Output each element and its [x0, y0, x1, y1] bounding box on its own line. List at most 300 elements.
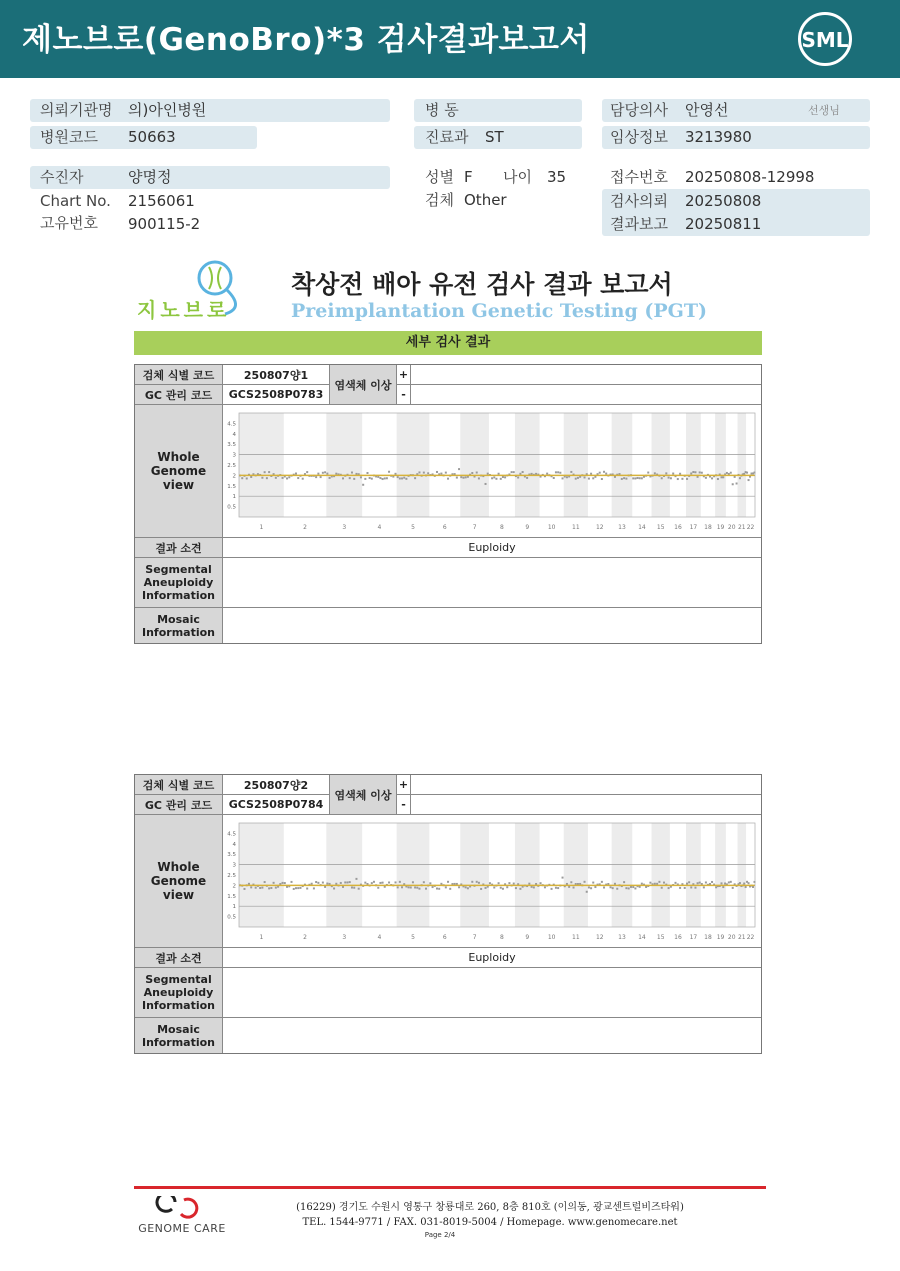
data-point: [614, 882, 616, 884]
data-point: [736, 482, 738, 484]
genome-care-icon: [132, 1196, 232, 1222]
data-point: [366, 471, 368, 473]
data-point: [355, 877, 357, 879]
mosaic-label: Mosaic Information: [135, 608, 223, 643]
data-point: [584, 880, 586, 882]
data-point: [384, 477, 386, 479]
data-point: [465, 476, 467, 478]
whole-genome-label: Whole Genome view: [135, 405, 223, 538]
data-point: [369, 476, 371, 478]
chromosome-band: [397, 823, 430, 927]
data-point: [480, 887, 482, 889]
data-point: [273, 881, 275, 883]
data-point: [748, 882, 750, 884]
data-point: [668, 887, 670, 889]
specimen-code-value: 250807양2: [223, 775, 330, 795]
chart-no-value: 2156061: [128, 192, 195, 210]
data-point: [388, 881, 390, 883]
sex-label: 성별: [425, 168, 454, 186]
data-point: [353, 886, 355, 888]
data-point: [724, 882, 726, 884]
doctor-label: 담당의사: [610, 101, 668, 119]
data-point: [299, 886, 301, 888]
data-point: [599, 471, 601, 473]
data-point: [590, 472, 592, 474]
x-tick-label: 15: [656, 523, 665, 531]
y-tick-label: 3.5: [227, 851, 236, 858]
y-tick-label: 1: [232, 493, 236, 500]
data-point: [690, 472, 692, 474]
doctor-value: 안영선: [685, 101, 729, 119]
y-tick-label: 0.5: [227, 914, 236, 921]
chromosome-band: [738, 413, 747, 517]
x-tick-label: 21: [737, 933, 746, 941]
data-point: [286, 477, 288, 479]
data-point: [342, 885, 344, 887]
x-tick-label: 13: [618, 933, 626, 941]
data-point: [641, 882, 643, 884]
gc-code-label: GC 관리 코드: [135, 795, 223, 815]
report-value: 20250811: [685, 215, 762, 233]
data-point: [456, 882, 458, 884]
data-point: [641, 477, 643, 479]
data-point: [449, 887, 451, 889]
chromosome-band: [326, 413, 362, 517]
x-tick-label: 4: [377, 933, 382, 941]
receipt-label: 접수번호: [610, 168, 668, 186]
data-point: [306, 471, 308, 473]
minus-label: -: [397, 795, 411, 815]
data-point: [579, 882, 581, 884]
data-point: [291, 880, 293, 882]
segmental-value: [223, 968, 761, 1018]
data-point: [628, 887, 630, 889]
data-point: [632, 886, 634, 888]
data-point: [266, 477, 268, 479]
data-point: [427, 472, 429, 474]
chromosome-band: [686, 413, 701, 517]
plot-frame: [239, 413, 755, 517]
data-point: [732, 886, 734, 888]
data-point: [358, 887, 360, 889]
x-tick-label: 21: [737, 523, 746, 531]
x-tick-label: 12: [595, 933, 604, 941]
data-point: [349, 881, 351, 883]
data-point: [423, 471, 425, 473]
data-point: [665, 472, 667, 474]
x-tick-label: 22: [746, 933, 755, 941]
result-value: Euploidy: [223, 538, 761, 558]
data-point: [485, 482, 487, 484]
data-point: [498, 472, 500, 474]
data-point: [364, 477, 366, 479]
data-point: [491, 477, 493, 479]
hospital-code-value: 50663: [128, 128, 176, 146]
data-point: [605, 472, 607, 474]
data-point: [261, 886, 263, 888]
data-point: [438, 887, 440, 889]
data-point: [382, 478, 384, 480]
age-value: 35: [547, 168, 567, 186]
data-point: [557, 887, 559, 889]
y-tick-label: 4.5: [227, 830, 236, 837]
chromosome-band: [326, 823, 362, 927]
data-point: [288, 476, 290, 478]
report-label: 결과보고: [610, 215, 668, 233]
chromosome-band: [715, 823, 726, 927]
data-point: [531, 472, 533, 474]
genome-plot-2: [223, 815, 761, 948]
data-point: [399, 880, 401, 882]
y-tick-label: 1.5: [227, 483, 236, 490]
data-point: [347, 881, 349, 883]
data-point: [679, 472, 681, 474]
data-point: [395, 881, 397, 883]
data-point: [297, 887, 299, 889]
request-label: 검사의뢰: [610, 192, 668, 210]
data-point: [634, 887, 636, 889]
age-label: 나이: [503, 168, 532, 186]
result-label: 결과 소견: [135, 948, 223, 968]
data-point: [625, 477, 627, 479]
data-point: [364, 881, 366, 883]
data-point: [559, 471, 561, 473]
data-point: [601, 880, 603, 882]
data-point: [670, 477, 672, 479]
data-point: [360, 476, 362, 478]
segmental-label: Segmental Aneuploidy Information: [135, 558, 223, 608]
data-point: [342, 477, 344, 479]
result-value: Euploidy: [223, 948, 761, 968]
unique-no-label: 고유번호: [40, 214, 98, 232]
data-point: [612, 887, 614, 889]
data-point: [705, 881, 707, 883]
data-point: [557, 471, 559, 473]
data-point: [546, 472, 548, 474]
data-point: [268, 887, 270, 889]
plus-value: [411, 775, 761, 795]
data-point: [656, 882, 658, 884]
data-point: [302, 477, 304, 479]
data-point: [493, 476, 495, 478]
x-tick-label: 22: [746, 523, 755, 531]
minus-value: [411, 795, 761, 815]
x-tick-label: 2: [303, 523, 307, 531]
data-point: [495, 477, 497, 479]
x-tick-label: 19: [716, 523, 725, 531]
data-point: [668, 476, 670, 478]
data-point: [630, 885, 632, 887]
data-point: [717, 478, 719, 480]
mosaic-value: [223, 608, 761, 643]
x-tick-label: 4: [377, 523, 382, 531]
data-point: [692, 471, 694, 473]
patient-row: [30, 166, 390, 189]
x-tick-label: 20: [727, 523, 736, 531]
data-point: [508, 882, 510, 884]
data-point: [699, 881, 701, 883]
data-point: [241, 477, 243, 479]
data-point: [467, 887, 469, 889]
data-point: [603, 886, 605, 888]
gc-code-label: GC 관리 코드: [135, 385, 223, 405]
data-point: [686, 882, 688, 884]
data-point: [621, 477, 623, 479]
data-point: [313, 887, 315, 889]
data-point: [295, 887, 297, 889]
data-point: [447, 477, 449, 479]
data-point: [575, 477, 577, 479]
result-label: 결과 소견: [135, 538, 223, 558]
y-tick-label: 3.5: [227, 441, 236, 448]
data-point: [471, 880, 473, 882]
data-point: [397, 476, 399, 478]
data-point: [623, 881, 625, 883]
data-point: [293, 887, 295, 889]
data-point: [445, 471, 447, 473]
data-point: [528, 882, 530, 884]
data-point: [351, 471, 353, 473]
x-tick-label: 2: [303, 933, 307, 941]
data-point: [275, 886, 277, 888]
data-point: [397, 886, 399, 888]
data-point: [732, 483, 734, 485]
data-point: [623, 477, 625, 479]
data-point: [632, 477, 634, 479]
x-tick-label: 19: [716, 933, 725, 941]
data-point: [355, 472, 357, 474]
data-point: [522, 471, 524, 473]
data-point: [324, 471, 326, 473]
data-point: [436, 887, 438, 889]
data-point: [594, 886, 596, 888]
genobro-logo-text: 지노브로: [137, 298, 231, 322]
data-point: [614, 475, 616, 477]
data-point: [471, 471, 473, 473]
chromosome-band: [460, 823, 489, 927]
chrom-abn-label: 염색체 이상: [330, 365, 397, 405]
patient-label: 수진자: [40, 168, 84, 186]
data-point: [317, 472, 319, 474]
x-tick-label: 5: [411, 523, 415, 531]
minus-value: [411, 385, 761, 405]
x-tick-label: 14: [638, 933, 646, 941]
data-point: [377, 886, 379, 888]
data-point: [264, 881, 266, 883]
data-point: [721, 882, 723, 884]
data-point: [526, 476, 528, 478]
data-point: [408, 886, 410, 888]
plus-label: +: [397, 775, 411, 795]
data-point: [610, 886, 612, 888]
data-point: [476, 880, 478, 882]
data-point: [743, 472, 745, 474]
footer-address-block: [280, 1200, 700, 1230]
data-point: [506, 886, 508, 888]
chromosome-band: [239, 413, 284, 517]
data-point: [324, 885, 326, 887]
data-point: [423, 881, 425, 883]
data-point: [694, 886, 696, 888]
data-point: [517, 476, 519, 478]
data-point: [734, 475, 736, 477]
sml-logo-text: SML: [801, 28, 849, 52]
data-point: [566, 882, 568, 884]
data-point: [625, 887, 627, 889]
data-point: [739, 882, 741, 884]
data-point: [268, 471, 270, 473]
data-point: [362, 483, 364, 485]
sample-table-1: [134, 364, 762, 644]
x-tick-label: 8: [500, 523, 504, 531]
x-tick-label: 17: [689, 933, 698, 941]
data-point: [688, 881, 690, 883]
specimen-label: 검체: [425, 191, 454, 209]
data-point: [322, 881, 324, 883]
institution-label: 의뢰기관명: [40, 101, 113, 119]
data-point: [511, 471, 513, 473]
data-point: [586, 890, 588, 892]
data-point: [513, 882, 515, 884]
x-tick-label: 6: [442, 523, 447, 531]
data-point: [465, 886, 467, 888]
data-point: [684, 886, 686, 888]
data-point: [748, 479, 750, 481]
clinical-value: 3213980: [685, 128, 752, 146]
data-point: [485, 886, 487, 888]
data-point: [248, 882, 250, 884]
data-point: [502, 476, 504, 478]
data-point: [264, 471, 266, 473]
sample-table-2: [134, 774, 762, 1054]
chromosome-band: [515, 823, 540, 927]
data-point: [414, 886, 416, 888]
data-point: [493, 886, 495, 888]
data-point: [306, 887, 308, 889]
chromosome-band: [239, 823, 284, 927]
x-tick-label: 15: [656, 933, 665, 941]
data-point: [315, 881, 317, 883]
data-point: [639, 477, 641, 479]
data-point: [379, 881, 381, 883]
data-point: [349, 477, 351, 479]
receipt-value: 20250808-12998: [685, 168, 815, 186]
data-point: [250, 886, 252, 888]
data-point: [675, 881, 677, 883]
data-point: [679, 886, 681, 888]
x-tick-label: 20: [727, 933, 736, 941]
data-point: [588, 477, 590, 479]
data-point: [562, 876, 564, 878]
data-point: [661, 477, 663, 479]
data-point: [414, 477, 416, 479]
x-tick-label: 16: [674, 523, 682, 531]
data-point: [504, 476, 506, 478]
data-point: [388, 470, 390, 472]
data-point: [270, 886, 272, 888]
data-point: [326, 882, 328, 884]
data-point: [373, 880, 375, 882]
data-point: [261, 476, 263, 478]
plot-frame: [239, 823, 755, 927]
data-point: [371, 477, 373, 479]
dept-value: ST: [485, 128, 504, 146]
unique-no-value: 900115-2: [128, 215, 201, 233]
data-point: [705, 476, 707, 478]
data-point: [311, 882, 313, 884]
data-point: [418, 471, 420, 473]
data-point: [590, 887, 592, 889]
y-tick-label: 4: [232, 841, 236, 848]
data-point: [440, 882, 442, 884]
data-point: [458, 468, 460, 470]
data-point: [663, 881, 665, 883]
data-point: [703, 886, 705, 888]
data-point: [329, 882, 331, 884]
data-point: [447, 880, 449, 882]
report-title-en: Preimplantation Genetic Testing (PGT): [291, 300, 707, 322]
x-tick-label: 7: [472, 933, 477, 941]
chromosome-band: [652, 823, 670, 927]
data-point: [410, 886, 412, 888]
document-title: 제노브로(GenoBro)*3 검사결과보고서: [22, 22, 590, 58]
x-tick-label: 16: [674, 933, 682, 941]
data-point: [649, 881, 651, 883]
data-point: [295, 472, 297, 474]
genome-care-logo: [132, 1196, 232, 1240]
data-point: [326, 472, 328, 474]
data-point: [386, 477, 388, 479]
data-point: [722, 886, 724, 888]
data-point: [425, 887, 427, 889]
data-point: [584, 476, 586, 478]
data-point: [555, 886, 557, 888]
data-point: [454, 882, 456, 884]
data-point: [259, 886, 261, 888]
data-point: [379, 477, 381, 479]
data-point: [445, 886, 447, 888]
data-point: [401, 886, 403, 888]
data-point: [645, 885, 647, 887]
data-point: [432, 886, 434, 888]
data-point: [335, 472, 337, 474]
data-point: [711, 880, 713, 882]
data-point: [726, 471, 728, 473]
x-tick-label: 10: [547, 523, 556, 531]
data-point: [739, 477, 741, 479]
x-tick-label: 12: [595, 523, 604, 531]
x-tick-label: 18: [704, 523, 712, 531]
chromosome-band: [460, 413, 489, 517]
y-tick-label: 2.5: [227, 462, 236, 469]
data-point: [395, 472, 397, 474]
specimen-code-value: 250807양1: [223, 365, 330, 385]
footer-address: (16229) 경기도 수원시 영통구 창룡대로 260, 8층 810호 (이의동, 광교센트럴비즈타워): [296, 1202, 684, 1213]
data-point: [686, 477, 688, 479]
chromosome-band: [564, 823, 588, 927]
chromosome-band: [715, 413, 726, 517]
data-point: [553, 477, 555, 479]
data-point: [250, 475, 252, 477]
data-point: [690, 886, 692, 888]
genome-plot-cell: [223, 815, 761, 948]
genome-plot-cell: [223, 405, 761, 538]
data-point: [462, 476, 464, 478]
data-point: [746, 471, 748, 473]
specimen-value: Other: [464, 191, 507, 209]
hospital-code-label: 병원코드: [40, 128, 98, 146]
data-point: [752, 885, 754, 887]
